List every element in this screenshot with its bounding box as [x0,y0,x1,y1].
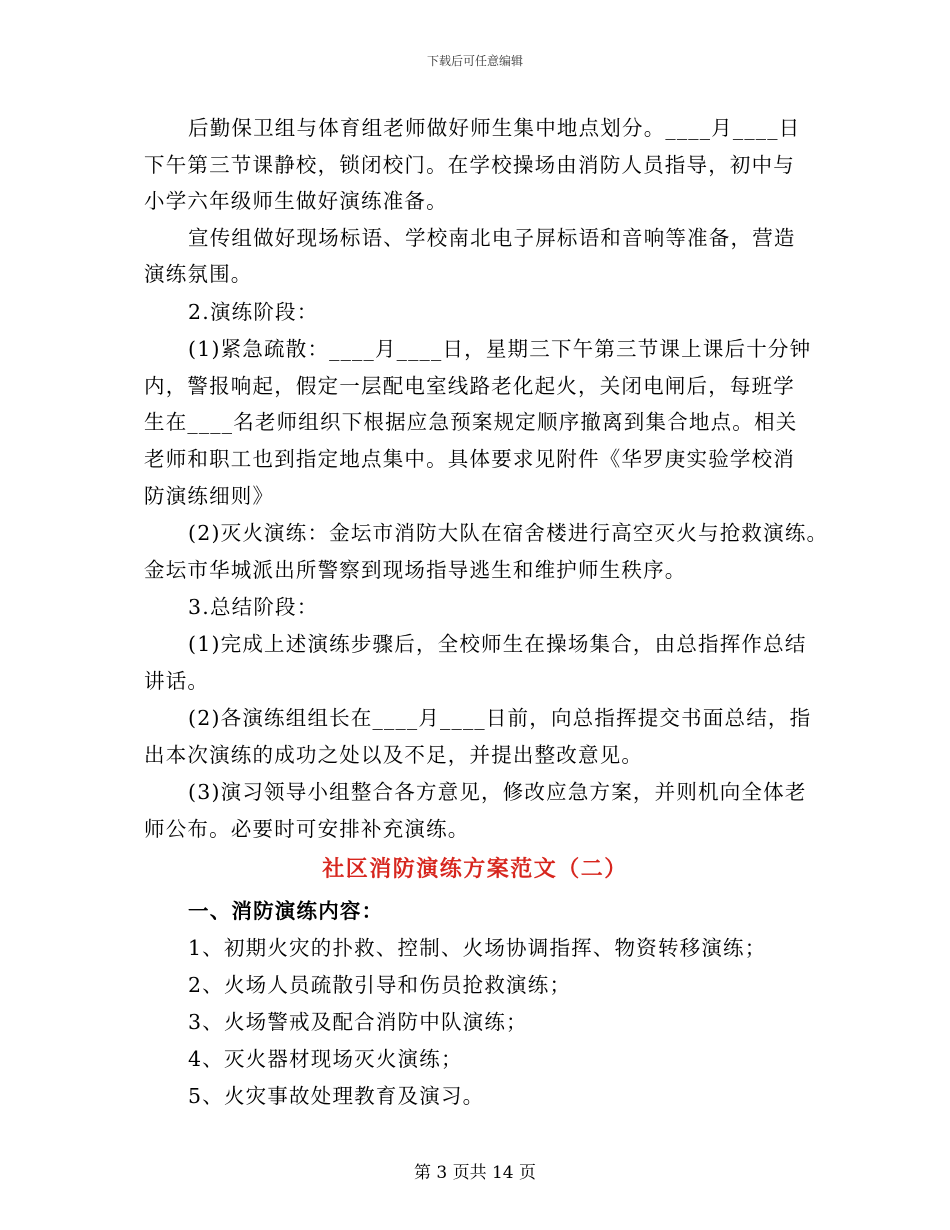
page-header: 下载后可任意编辑 [426,54,523,68]
paragraph-line: 师公布。必要时可安排补充演练。 [144,817,470,841]
paragraph-line: 内，警报响起，假定一层配电室线路老化起火，关闭电闸后，每班学 [144,374,795,398]
list-item: 1、初期火灾的扑救、控制、火场协调指挥、物资转移演练； [188,936,767,960]
list-item: 5、火灾事故处理教育及演习。 [188,1084,485,1108]
paragraph-line: 防演练细则》 [144,484,275,508]
paragraph-line: (3)演习领导小组整合各方意见，修改应急方案，并则机向全体老 [188,780,807,804]
list-item: 3、火场警戒及配合消防中队演练； [188,1010,528,1034]
list-item: 2、火场人员疏散引导和伤员抢救演练； [188,973,572,997]
paragraph-line: 出本次演练的成功之处以及不足，并提出整改意见。 [144,743,644,767]
section-title: 社区消防演练方案范文（二） [322,856,628,882]
paragraph-line: 演练氛围。 [144,262,253,286]
section-heading: 一、消防演练内容： [188,899,384,923]
paragraph-line: 小学六年级师生做好演练准备。 [144,189,448,213]
paragraph-line: 生在____名老师组织下根据应急预案规定顺序撤离到集合地点。相关 [144,410,798,434]
paragraph-line: 老师和职工也到指定地点集中。具体要求见附件《华罗庚实验学校消 [144,447,795,471]
list-item: 4、灭火器材现场灭火演练； [188,1047,463,1071]
paragraph-line: 2.演练阶段： [188,300,319,324]
paragraph-line: 后勤保卫组与体育组老师做好师生集中地点划分。____月____日 [188,116,801,140]
paragraph-line: 宣传组做好现场标语、学校南北电子屏标语和音响等准备，营造 [188,226,796,250]
paragraph-line: (1)完成上述演练步骤后，全校师生在操场集合，由总指挥作总结 [188,632,807,656]
paragraph-line: 金坛市华城派出所警察到现场指导逃生和维护师生秩序。 [144,558,687,582]
page-footer: 第 3 页共 14 页 [413,1163,537,1183]
paragraph-line: (2)各演练组组长在____月____日前，向总指挥提交书面总结，指 [188,706,812,730]
paragraph-line: 下午第三节课静校，锁闭校门。在学校操场由消防人员指导，初中与 [144,153,795,177]
paragraph-line: 讲话。 [144,669,210,693]
paragraph-line: (2)灭火演练：金坛市消防大队在宿舍楼进行高空灭火与抢救演练。 [188,521,829,545]
paragraph-line: (1)紧急疏散：____月____日，星期三下午第三节课上课后十分钟 [188,337,812,361]
paragraph-line: 3.总结阶段： [188,595,319,619]
